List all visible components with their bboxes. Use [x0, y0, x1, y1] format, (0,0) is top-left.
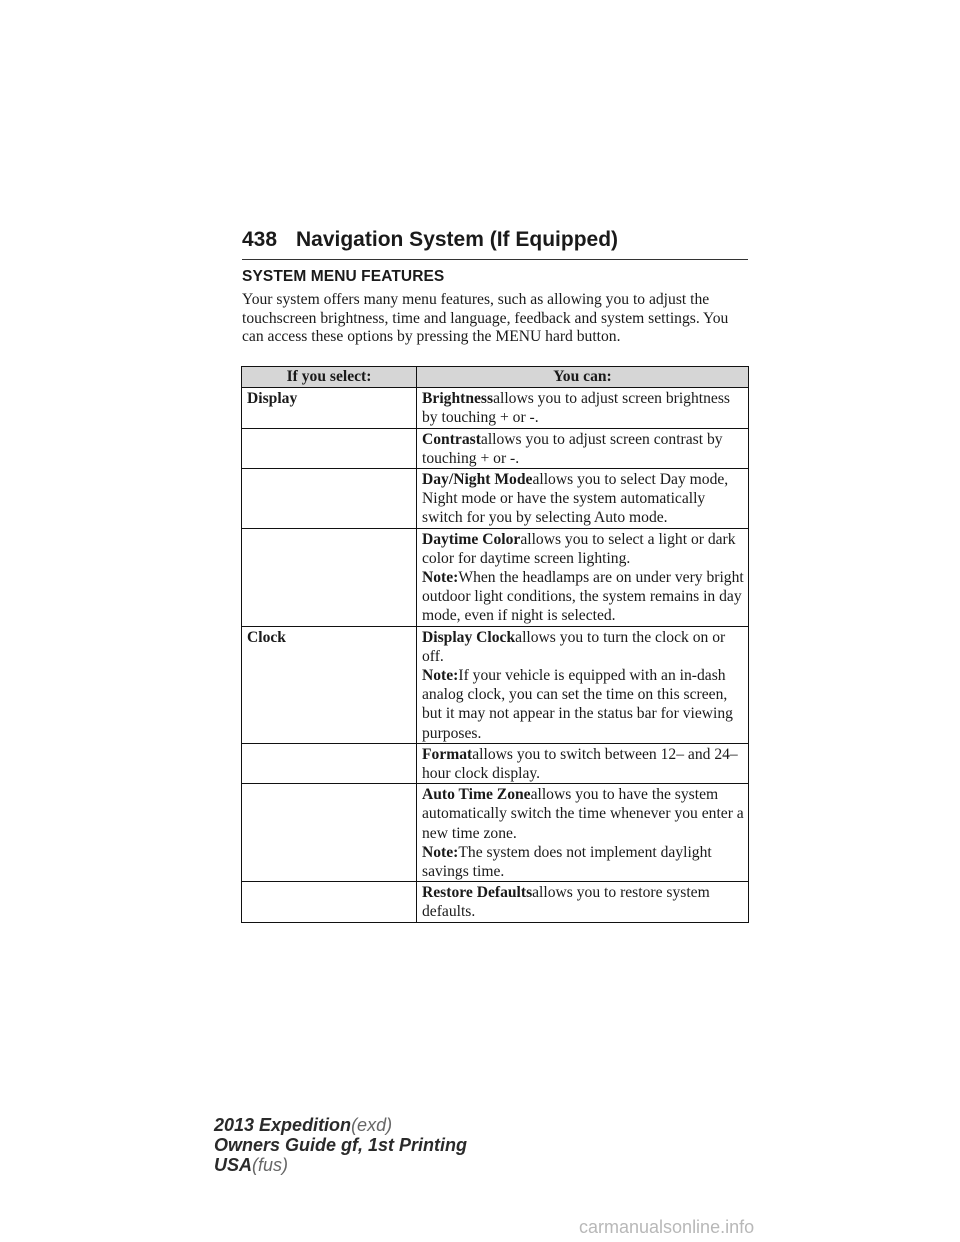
- desc-contrast: [417, 428, 749, 468]
- term-daytime-color: Daytime Color: [422, 530, 521, 548]
- footer-model-code: (exd): [351, 1115, 393, 1135]
- term-brightness: Brightness: [422, 390, 494, 408]
- footer-model: 2013 Expedition: [214, 1115, 352, 1135]
- page-title: Navigation System (If Equipped): [296, 228, 619, 251]
- desc-format: [417, 743, 749, 783]
- table-row: [242, 784, 749, 882]
- table-row: [242, 882, 749, 922]
- desc-display-clock: [417, 626, 749, 743]
- text-contrast: allows you to adjust screen contrast by touching + or -.: [422, 430, 723, 467]
- row-label-display: Display: [242, 388, 417, 428]
- footer-line-printing: Owners Guide gf, 1st Printing: [214, 1135, 468, 1155]
- print-footer: [214, 1115, 467, 1175]
- desc-day-night-mode: [417, 469, 749, 529]
- text-format: allows you to switch between 12– and 24–hour clock display.: [422, 745, 738, 783]
- table-header-row: [242, 367, 749, 388]
- note-text: If your vehicle is equipped with an in-dash analog clock, you can set the time on this screen, but it may not appear in the status bar for viewing purposes.: [422, 667, 733, 742]
- footer-line-model: [214, 1115, 467, 1135]
- note-label: Note:: [422, 843, 459, 861]
- note-text: When the headlamps are on under very bright outdoor light conditions, the system remains in day mode, even if night is selected.: [422, 569, 744, 625]
- note-text: The system does not implement daylight savings time.: [422, 843, 712, 881]
- table-row: [242, 528, 749, 626]
- note-label: Note:: [422, 667, 459, 685]
- note-daytime-color: [422, 568, 745, 626]
- desc-auto-time-zone: [417, 784, 749, 882]
- footer-market-code: (fus): [252, 1155, 289, 1175]
- note-auto-time-zone: [422, 843, 745, 881]
- note-display-clock: [422, 666, 745, 743]
- text-restore-defaults: allows you to restore system defaults.: [422, 884, 710, 921]
- col-header-can: You can:: [417, 367, 749, 388]
- table-row: [242, 469, 749, 529]
- desc-restore-defaults: [417, 882, 749, 922]
- row-label-clock: Clock: [242, 626, 417, 743]
- menu-features-table: [241, 366, 749, 923]
- table-row: [242, 428, 749, 468]
- desc-brightness: [417, 388, 749, 428]
- page-header: [242, 228, 748, 258]
- table-row: [242, 743, 749, 783]
- watermark-text: carmanualsonline.info: [579, 1217, 755, 1237]
- text-daytime-color: allows you to select a light or dark color for daytime screen lighting.: [422, 530, 736, 567]
- term-day-night-mode: Day/Night Mode: [422, 471, 533, 489]
- footer-market: USA: [214, 1155, 253, 1175]
- term-display-clock: Display Clock: [422, 628, 516, 646]
- text-display-clock: allows you to turn the clock on or off.: [422, 628, 726, 665]
- text-auto-time-zone: allows you to have the system automatically switch the time whenever you enter a new time zone.: [422, 786, 744, 842]
- term-restore-defaults: Restore Defaults: [422, 884, 533, 902]
- desc-daytime-color: [417, 528, 749, 626]
- table-row: [242, 626, 749, 743]
- note-label: Note:: [422, 569, 459, 587]
- header-rule: [242, 259, 748, 260]
- col-header-select: If you select:: [242, 367, 417, 388]
- term-auto-time-zone: Auto Time Zone: [422, 786, 531, 804]
- section-heading: SYSTEM MENU FEATURES: [242, 268, 445, 285]
- term-format: Format: [422, 745, 473, 763]
- text-brightness: allows you to adjust screen brightness by touching + or -.: [422, 390, 730, 427]
- page-number: 438: [242, 228, 278, 251]
- table-row: [242, 388, 749, 428]
- footer-line-market: [214, 1155, 467, 1175]
- intro-paragraph: Your system offers many menu features, such as allowing you to adjust the touchscreen brightness, time and language, feedback and system settings. You can access these options by pressing the MENU hard button.: [242, 291, 729, 346]
- text-day-night-mode: allows you to select Day mode, Night mode or have the system automatically switch for you by selecting Auto mode.: [422, 471, 729, 527]
- term-contrast: Contrast: [422, 430, 481, 448]
